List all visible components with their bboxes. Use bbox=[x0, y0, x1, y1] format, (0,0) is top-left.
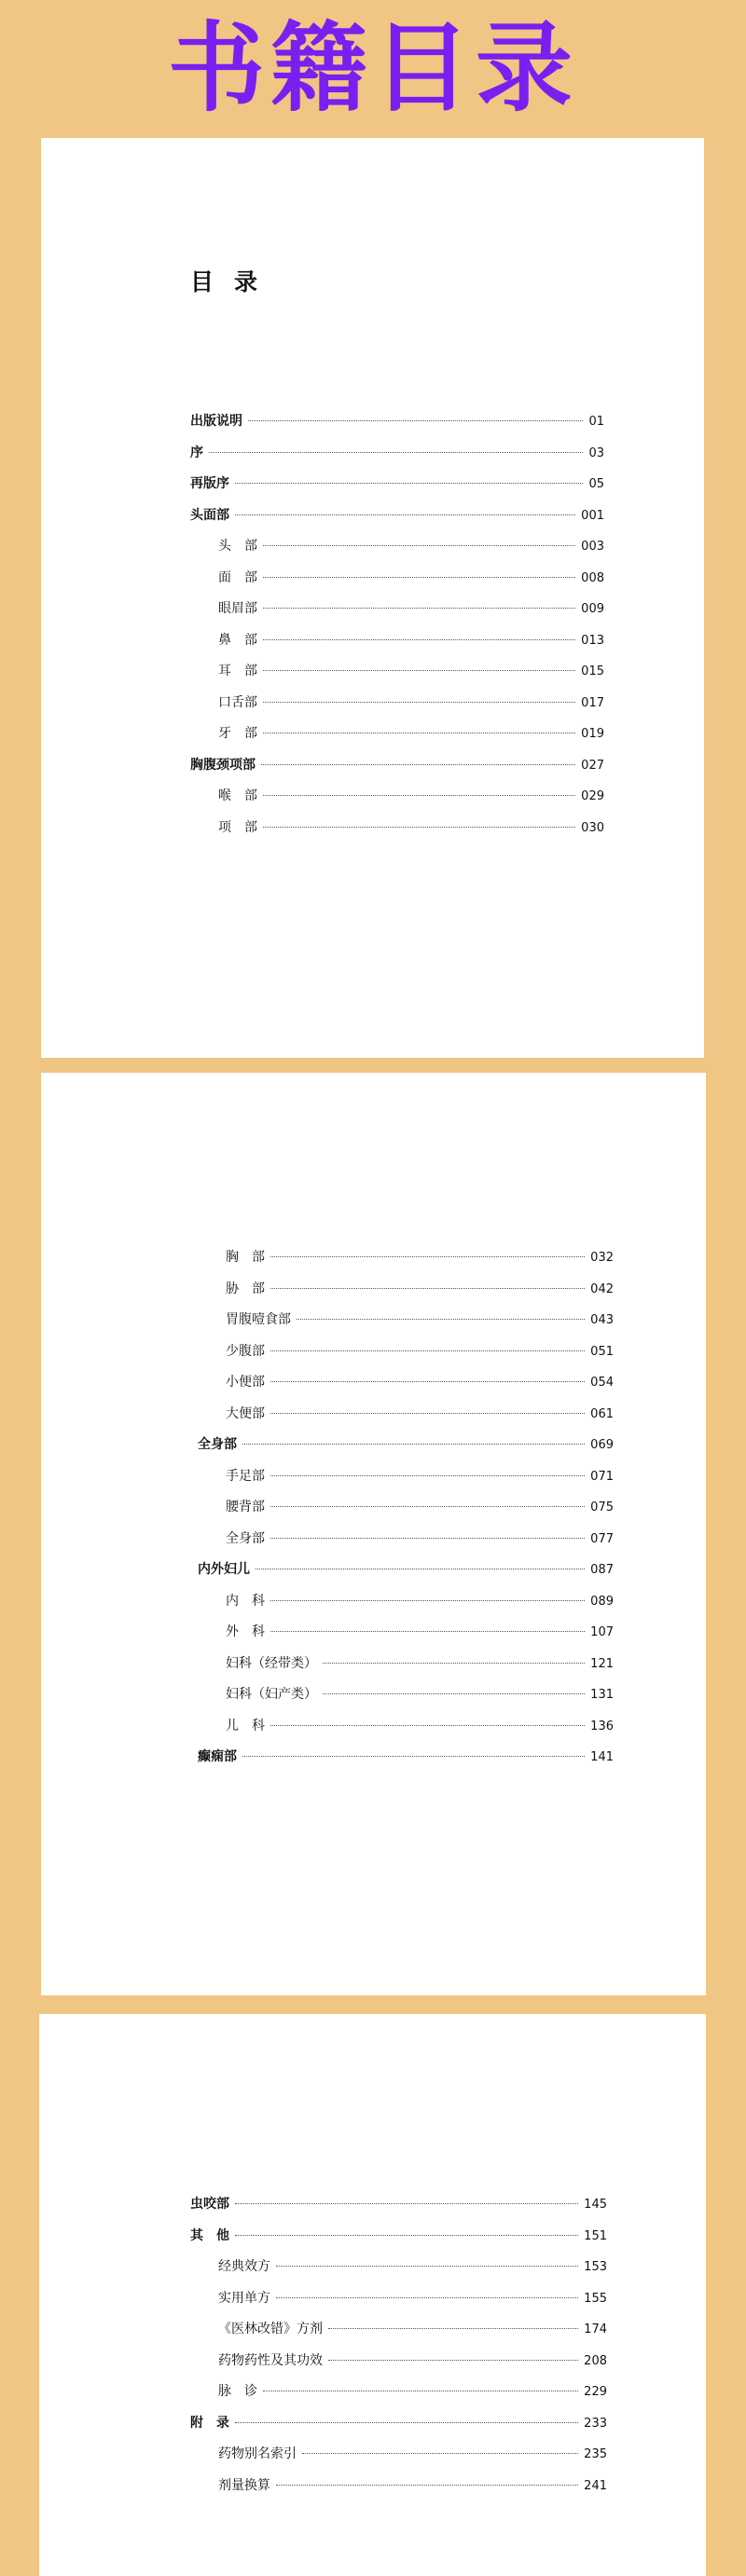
toc-heading: 目录 bbox=[190, 268, 279, 295]
toc-entry-label: 眼眉部 bbox=[218, 601, 257, 616]
toc-entry-label: 头 部 bbox=[218, 539, 257, 554]
toc-entry-page-number: 032 bbox=[590, 1251, 614, 1265]
toc-entry[interactable] bbox=[218, 2256, 607, 2279]
toc-entry-page-number: 069 bbox=[590, 1438, 614, 1452]
toc-entry[interactable] bbox=[218, 536, 604, 558]
toc-leader-dots bbox=[270, 1538, 585, 1539]
toc-leader-dots bbox=[263, 577, 575, 578]
toc-leader-dots bbox=[242, 1756, 585, 1757]
toc-entry[interactable] bbox=[198, 1559, 614, 1582]
toc-entry[interactable] bbox=[198, 1747, 614, 1769]
toc-entry[interactable] bbox=[218, 817, 604, 840]
toc-entry[interactable] bbox=[190, 443, 604, 465]
toc-leader-dots bbox=[235, 2203, 578, 2204]
toc-entry-label: 经典效方 bbox=[218, 2259, 270, 2274]
toc-entry-page-number: 008 bbox=[581, 570, 604, 585]
toc-entry-page-number: 229 bbox=[584, 2385, 607, 2399]
toc-entry-label: 妇科（经带类） bbox=[226, 1655, 317, 1671]
toc-page-1 bbox=[41, 138, 704, 1058]
toc-entry[interactable] bbox=[218, 723, 604, 746]
toc-entry-label: 头面部 bbox=[190, 507, 229, 523]
toc-leader-dots bbox=[276, 2485, 578, 2486]
toc-entry-page-number: 153 bbox=[584, 2260, 607, 2274]
toc-entry[interactable] bbox=[226, 1309, 614, 1332]
toc-entry-label: 内 科 bbox=[226, 1593, 265, 1609]
toc-entry-page-number: 077 bbox=[590, 1531, 614, 1546]
toc-leader-dots bbox=[302, 2453, 578, 2454]
toc-entry-page-number: 001 bbox=[581, 508, 604, 523]
toc-leader-dots bbox=[328, 2328, 578, 2329]
toc-entry-page-number: 015 bbox=[581, 665, 604, 678]
toc-entry-label: 药物别名索引 bbox=[218, 2446, 297, 2461]
toc-entry-label: 《医林改错》方剂 bbox=[218, 2322, 323, 2336]
toc-entry[interactable] bbox=[218, 661, 604, 683]
toc-entry-page-number: 131 bbox=[590, 1688, 614, 1702]
toc-entry[interactable] bbox=[190, 2413, 607, 2435]
toc-entry[interactable] bbox=[226, 1466, 614, 1488]
toc-leader-dots bbox=[270, 1475, 585, 1476]
toc-entry-page-number: 145 bbox=[584, 2198, 607, 2212]
toc-leader-dots bbox=[263, 827, 575, 828]
toc-leader-dots bbox=[270, 1506, 585, 1507]
toc-entry-label: 出版说明 bbox=[190, 414, 242, 429]
toc-leader-dots bbox=[276, 2297, 578, 2298]
toc-entry-page-number: 043 bbox=[590, 1313, 614, 1327]
banner bbox=[0, 0, 746, 135]
toc-entry[interactable] bbox=[226, 1622, 614, 1644]
banner-title: 书籍目录 bbox=[167, 9, 578, 125]
toc-entry-label: 虫咬部 bbox=[190, 2197, 229, 2212]
toc-entry[interactable] bbox=[218, 568, 604, 590]
toc-entry[interactable] bbox=[218, 2444, 607, 2466]
toc-entry[interactable] bbox=[218, 598, 604, 621]
toc-entry[interactable] bbox=[226, 1341, 614, 1363]
toc-leader-dots bbox=[270, 1350, 585, 1351]
toc-entry-page-number: 089 bbox=[590, 1594, 614, 1609]
toc-entry-label: 序 bbox=[190, 445, 203, 460]
toc-leader-dots bbox=[270, 1725, 585, 1726]
toc-leader-dots bbox=[235, 514, 575, 515]
toc-entry-label: 儿 科 bbox=[226, 1718, 265, 1733]
toc-entry-page-number: 030 bbox=[581, 820, 604, 835]
toc-entry[interactable] bbox=[226, 1404, 614, 1426]
toc-entry[interactable] bbox=[226, 1684, 614, 1706]
toc-entry-page-number: 174 bbox=[584, 2323, 607, 2336]
toc-leader-dots bbox=[270, 1381, 585, 1382]
toc-entry-page-number: 136 bbox=[590, 1719, 614, 1733]
toc-leader-dots bbox=[263, 795, 575, 796]
toc-entry[interactable] bbox=[218, 692, 604, 715]
toc-entry[interactable] bbox=[190, 2194, 607, 2216]
toc-entry-label: 手足部 bbox=[226, 1468, 265, 1484]
toc-leader-dots bbox=[276, 2266, 578, 2267]
toc-entry[interactable] bbox=[190, 2226, 607, 2248]
toc-leader-dots bbox=[323, 1663, 585, 1664]
toc-entry-label: 胃腹噎食部 bbox=[226, 1312, 291, 1327]
toc-entry[interactable] bbox=[226, 1591, 614, 1613]
toc-entry[interactable] bbox=[218, 2381, 607, 2404]
toc-entry[interactable] bbox=[218, 630, 604, 652]
toc-entry-label: 耳 部 bbox=[218, 664, 257, 678]
toc-leader-dots bbox=[209, 452, 583, 453]
toc-page-3 bbox=[39, 2014, 706, 2576]
toc-entry-label: 腰背部 bbox=[226, 1500, 265, 1514]
toc-entry[interactable] bbox=[190, 473, 604, 496]
toc-leader-dots bbox=[242, 1444, 585, 1445]
toc-entry-page-number: 087 bbox=[590, 1563, 614, 1577]
toc-page-2 bbox=[41, 1073, 706, 1995]
toc-leader-dots bbox=[263, 545, 575, 546]
toc-entry-label: 内外妇儿 bbox=[198, 1562, 250, 1577]
toc-leader-dots bbox=[263, 639, 575, 640]
toc-entry[interactable] bbox=[218, 786, 604, 808]
toc-entry-label: 胸 部 bbox=[226, 1250, 265, 1265]
toc-entry-label: 再版序 bbox=[190, 476, 229, 491]
toc-entry-page-number: 141 bbox=[590, 1750, 614, 1764]
toc-entry-page-number: 208 bbox=[584, 2353, 607, 2368]
toc-entry-page-number: 051 bbox=[590, 1344, 614, 1359]
toc-entry-label: 剂量换算 bbox=[218, 2477, 270, 2493]
toc-entry-page-number: 019 bbox=[581, 727, 604, 741]
toc-entry[interactable] bbox=[226, 1497, 614, 1519]
toc-entry-page-number: 151 bbox=[584, 2228, 607, 2243]
toc-leader-dots bbox=[235, 2235, 578, 2236]
toc-entry-label: 外 科 bbox=[226, 1624, 265, 1639]
toc-entry-page-number: 009 bbox=[581, 602, 604, 616]
toc-entry[interactable] bbox=[226, 1716, 614, 1738]
toc-leader-dots bbox=[270, 1413, 585, 1414]
toc-entry-page-number: 235 bbox=[584, 2447, 607, 2461]
toc-entry-label: 癫痫部 bbox=[198, 1749, 237, 1764]
toc-leader-dots bbox=[263, 608, 575, 609]
toc-entry-page-number: 029 bbox=[581, 789, 604, 803]
toc-entry-label: 喉 部 bbox=[218, 788, 257, 803]
toc-entry[interactable] bbox=[226, 1372, 614, 1394]
toc-entry-label: 口舌部 bbox=[218, 694, 257, 710]
toc-entry[interactable] bbox=[218, 2319, 607, 2341]
toc-entry-page-number: 241 bbox=[584, 2478, 607, 2493]
toc-entry[interactable] bbox=[198, 1434, 614, 1457]
toc-leader-dots bbox=[263, 702, 575, 703]
toc-entry-page-number: 075 bbox=[590, 1500, 614, 1514]
toc-entry-label: 附 录 bbox=[190, 2415, 229, 2431]
toc-entry[interactable] bbox=[218, 2350, 607, 2373]
toc-entry-label: 胁 部 bbox=[226, 1281, 265, 1296]
toc-entry-label: 全身部 bbox=[226, 1530, 265, 1546]
toc-entry-page-number: 107 bbox=[590, 1625, 614, 1639]
toc-leader-dots bbox=[270, 1288, 585, 1289]
toc-entry[interactable] bbox=[218, 2475, 607, 2498]
toc-leader-dots bbox=[270, 1256, 585, 1257]
toc-entry-label: 小便部 bbox=[226, 1375, 265, 1390]
toc-entry-label: 脉 诊 bbox=[218, 2384, 257, 2399]
toc-leader-dots bbox=[235, 2422, 578, 2423]
toc-leader-dots bbox=[270, 1631, 585, 1632]
toc-entry[interactable] bbox=[190, 411, 604, 433]
toc-entry-page-number: 061 bbox=[590, 1406, 614, 1421]
toc-entry-page-number: 027 bbox=[581, 758, 604, 773]
toc-entry-page-number: 013 bbox=[581, 633, 604, 648]
toc-entry[interactable] bbox=[190, 755, 604, 777]
toc-leader-dots bbox=[297, 1319, 585, 1320]
toc-entry-page-number: 042 bbox=[590, 1281, 614, 1296]
toc-leader-dots bbox=[261, 764, 575, 765]
toc-entry[interactable] bbox=[226, 1247, 614, 1269]
toc-entry-page-number: 233 bbox=[584, 2416, 607, 2431]
toc-entry-page-number: 03 bbox=[588, 445, 604, 460]
toc-entry-label: 面 部 bbox=[218, 569, 257, 585]
toc-entry-page-number: 01 bbox=[588, 415, 604, 429]
toc-leader-dots bbox=[263, 670, 575, 671]
toc-entry-label: 全身部 bbox=[198, 1437, 237, 1452]
toc-leader-dots bbox=[270, 1600, 585, 1601]
toc-entry-page-number: 071 bbox=[590, 1469, 614, 1484]
toc-entry[interactable] bbox=[226, 1528, 614, 1551]
toc-entry-page-number: 003 bbox=[581, 540, 604, 554]
toc-entry-page-number: 054 bbox=[590, 1376, 614, 1390]
toc-leader-dots bbox=[323, 1693, 585, 1694]
toc-entry-label: 鼻 部 bbox=[218, 632, 257, 648]
toc-entry-label: 其 他 bbox=[190, 2227, 229, 2243]
toc-entry-label: 大便部 bbox=[226, 1405, 265, 1421]
toc-entry-page-number: 121 bbox=[590, 1656, 614, 1671]
toc-entry-label: 牙 部 bbox=[218, 726, 257, 741]
toc-entry-label: 胸腹颈项部 bbox=[190, 757, 256, 773]
toc-entry[interactable] bbox=[226, 1653, 614, 1676]
toc-leader-dots bbox=[248, 420, 583, 421]
toc-leader-dots bbox=[328, 2360, 578, 2361]
toc-entry-label: 项 部 bbox=[218, 819, 257, 835]
toc-entry-label: 实用单方 bbox=[218, 2290, 270, 2306]
toc-entry-page-number: 155 bbox=[584, 2291, 607, 2306]
toc-entry[interactable] bbox=[190, 505, 604, 528]
toc-entry-label: 妇科（妇产类） bbox=[226, 1687, 317, 1702]
toc-entry-page-number: 017 bbox=[581, 695, 604, 710]
toc-entry[interactable] bbox=[226, 1279, 614, 1301]
toc-entry[interactable] bbox=[218, 2288, 607, 2310]
toc-leader-dots bbox=[235, 483, 583, 484]
toc-entry-label: 少腹部 bbox=[226, 1343, 265, 1359]
toc-entry-page-number: 05 bbox=[588, 477, 604, 491]
toc-entry-label: 药物药性及其功效 bbox=[218, 2352, 323, 2368]
